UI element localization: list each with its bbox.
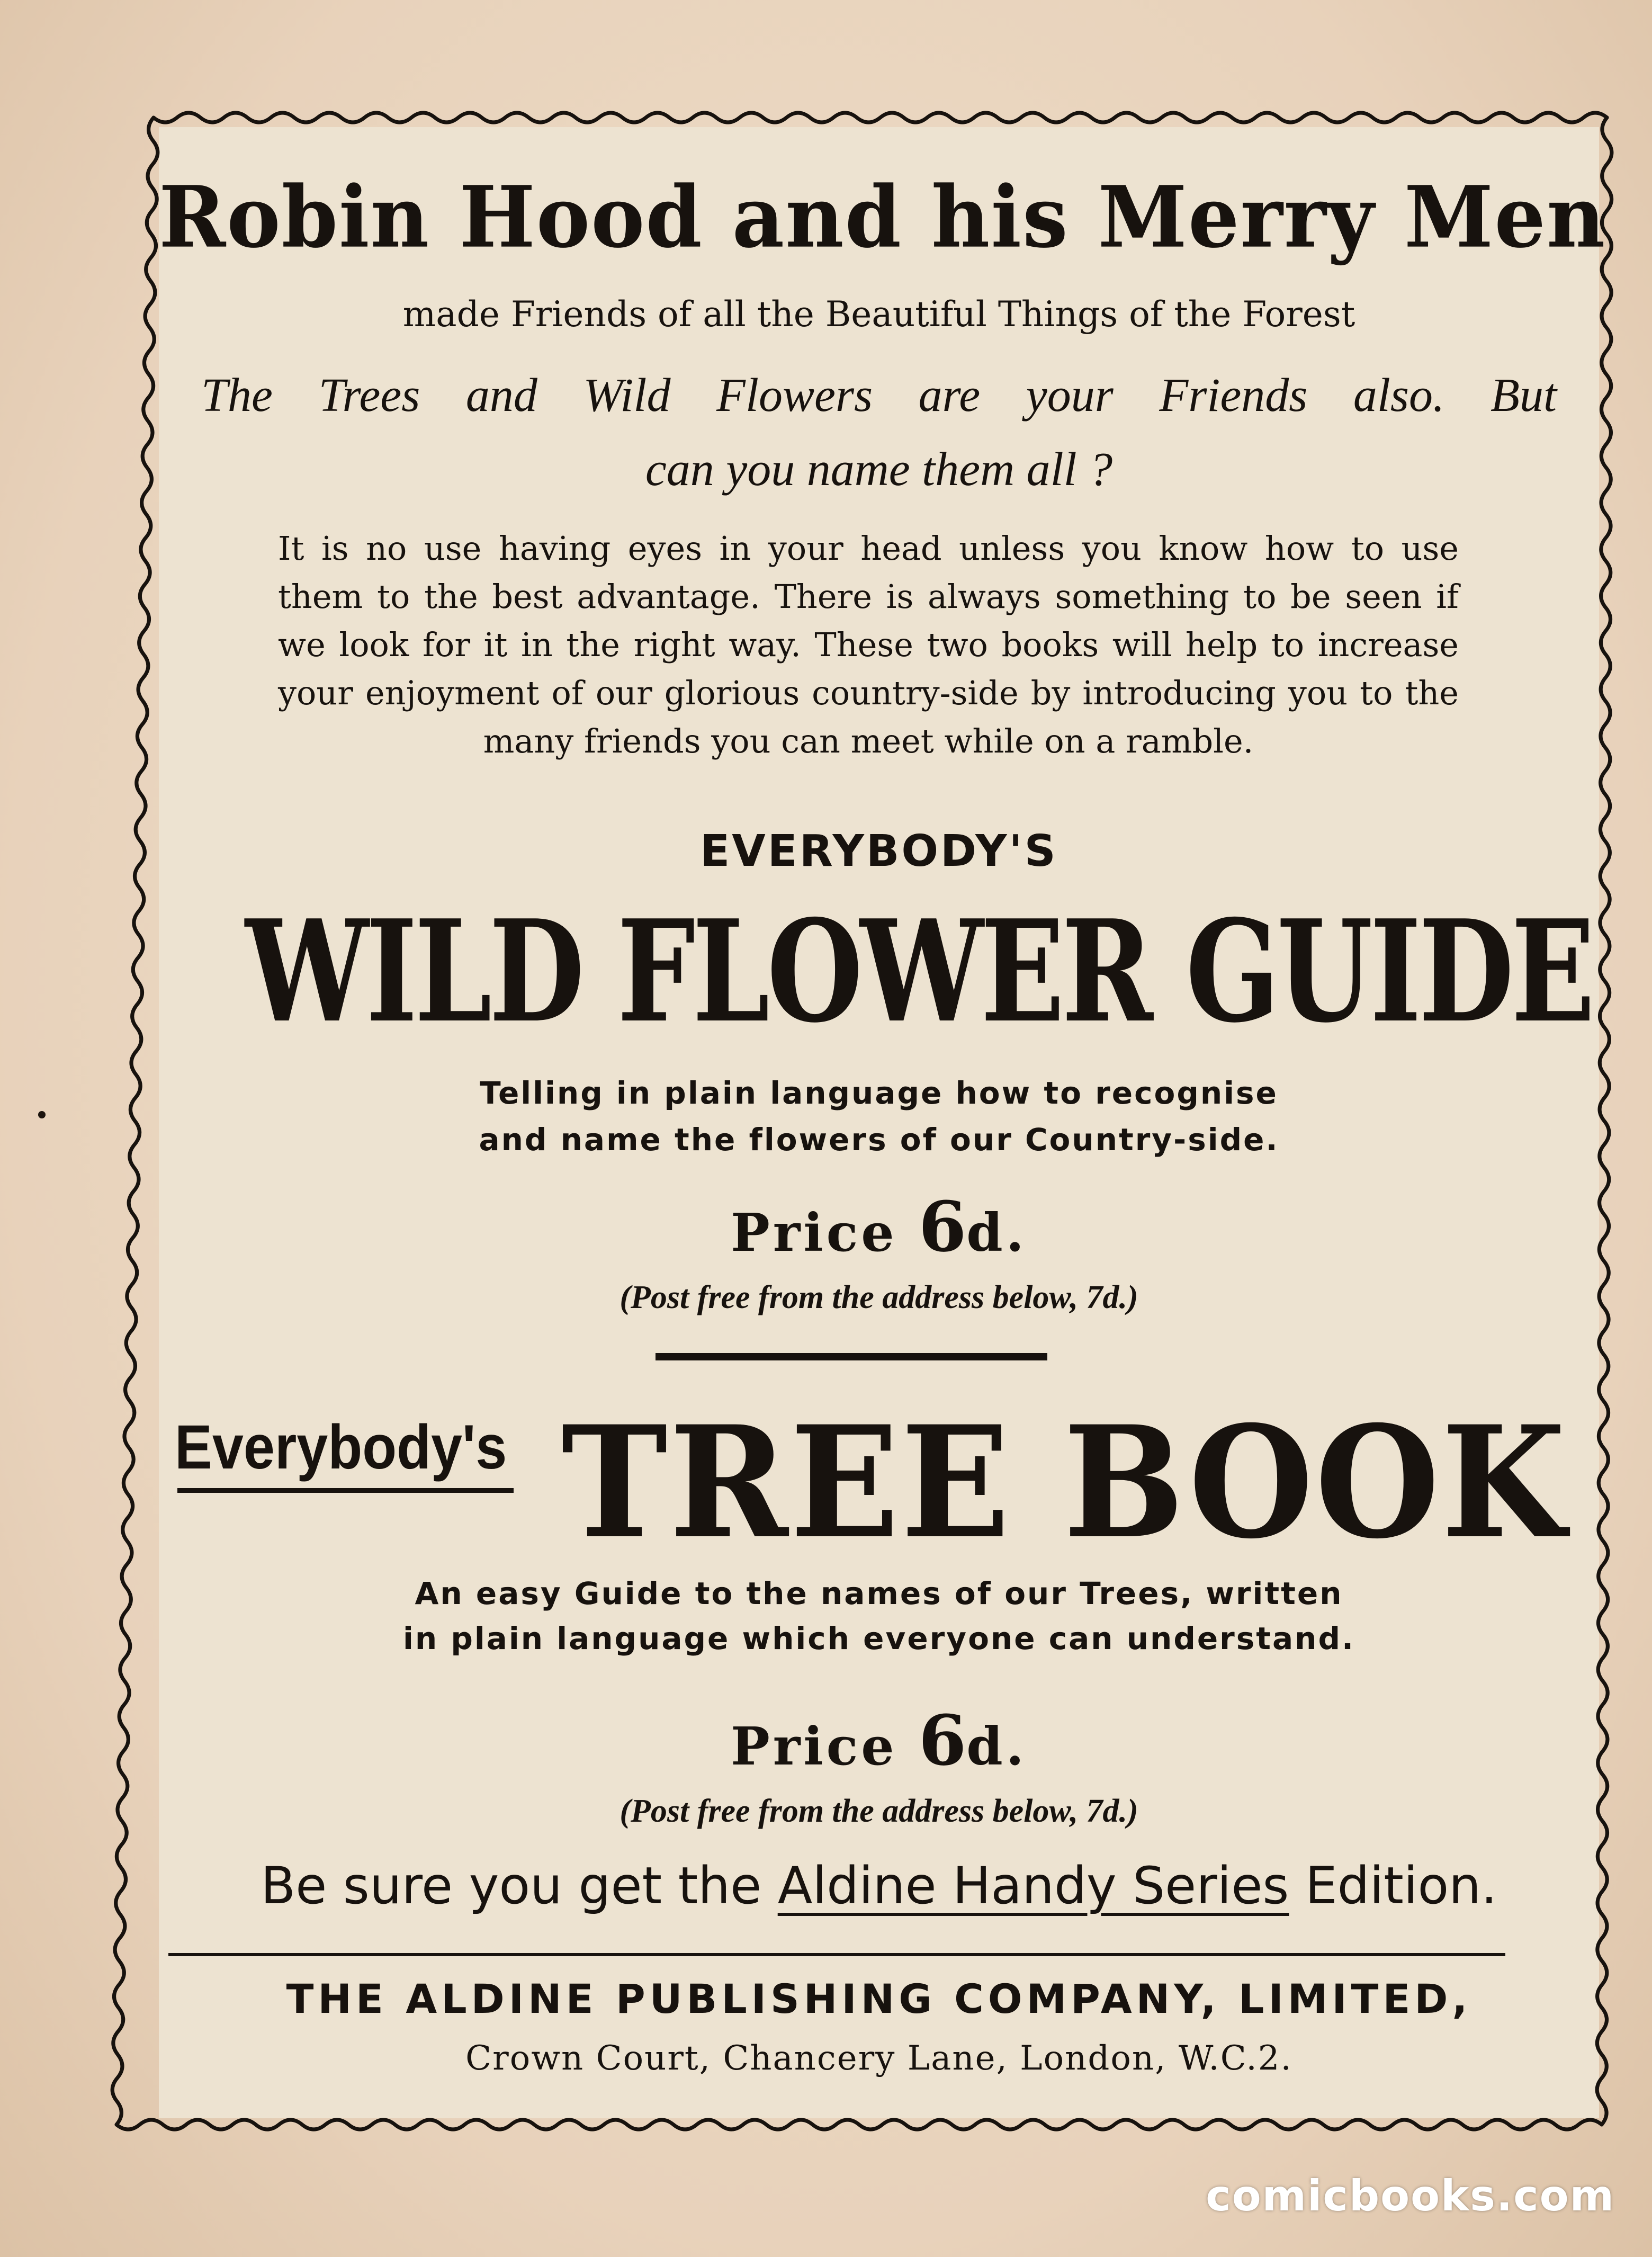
- price-figure: 6: [918, 1700, 967, 1781]
- flower-guide-post-note: (Post free from the address below, 7d.): [620, 1279, 1138, 1315]
- flower-guide-price: [159, 1186, 1599, 1267]
- flower-guide-desc-line-1: Telling in plain language how to recognise: [480, 1075, 1278, 1111]
- tree-book-kicker: Everybody's: [175, 1412, 507, 1482]
- site-watermark: comicbooks.com: [1206, 2171, 1615, 2220]
- ink-speck: [38, 1111, 46, 1118]
- flower-guide-title: WILD FLOWER GUIDE: [245, 889, 1593, 1054]
- edition-note-suffix: Edition.: [1289, 1856, 1497, 1915]
- section-divider: [656, 1353, 1047, 1360]
- italic-line-2: can you name them all ?: [645, 443, 1113, 496]
- headline: Robin Hood and his Merry Men: [159, 167, 1606, 267]
- publisher-address: Crown Court, Chancery Lane, London, W.C.2.: [465, 2039, 1292, 2078]
- price-unit: d.: [966, 1716, 1027, 1777]
- tree-book-price: [159, 1700, 1599, 1781]
- italic-line-1: The Trees and Wild Flowers are your Friends also. But: [201, 369, 1557, 422]
- body-paragraph: It is no use having eyes in your head unless you know how to use them to the best advantage. There is always something to be seen if we look for it in the right way. These two books will help to increase your enjoyment of our glorious country-side by introducing you to the many friends you can meet while on a ramble.: [278, 529, 1459, 760]
- flower-guide-kicker: EVERYBODY'S: [700, 826, 1058, 876]
- tree-book-post-note: (Post free from the address below, 7d.): [620, 1793, 1138, 1829]
- series-name: Aldine Handy Series: [777, 1856, 1289, 1915]
- publisher-name: THE ALDINE PUBLISHING COMPANY, LIMITED,: [286, 1975, 1472, 2022]
- price-label: Price: [731, 1203, 919, 1264]
- footer-rule: [168, 1953, 1505, 1956]
- price-figure: 6: [918, 1186, 967, 1267]
- tree-book-title: TREE BOOK: [561, 1393, 1568, 1573]
- tree-book-desc-line-2: in plain language which everyone can understand.: [402, 1620, 1355, 1656]
- edition-note-prefix: Be sure you get the: [261, 1856, 778, 1915]
- subheadline: made Friends of all the Beautiful Things of the Forest: [402, 294, 1355, 335]
- tree-book-kicker-underline: [177, 1488, 514, 1493]
- edition-note: [175, 1856, 1583, 1915]
- tree-book-desc-line-1: An easy Guide to the names of our Trees, written: [415, 1575, 1343, 1611]
- price-unit: d.: [966, 1203, 1027, 1264]
- flower-guide-desc-line-2: and name the flowers of our Country-side.: [479, 1122, 1279, 1158]
- price-label: Price: [731, 1716, 919, 1777]
